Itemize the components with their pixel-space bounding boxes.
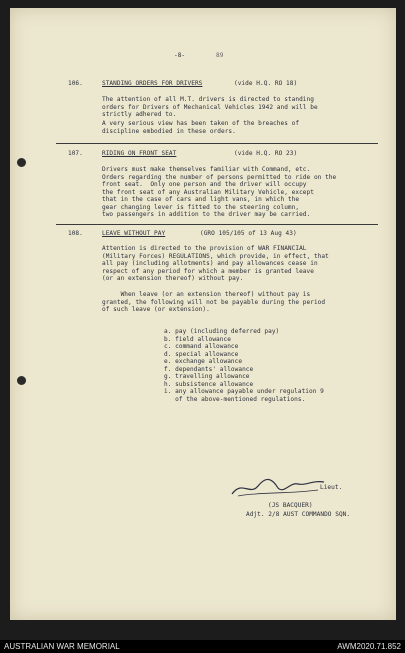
section-divider — [56, 143, 378, 144]
section-line: (or an extension thereof) without pay. — [102, 275, 244, 282]
section-number: 108. — [68, 230, 83, 237]
list-item: f. dependants' allowance — [164, 365, 254, 373]
list-item: d. special allowance — [164, 350, 239, 358]
page-number: -8- — [174, 52, 186, 59]
section-ref: (vide H.Q. RO 18) — [234, 80, 298, 87]
section-ref: (GRO 105/105 of 13 Aug 43) — [200, 230, 297, 237]
section-number: 106. — [68, 80, 83, 87]
section-divider — [56, 224, 378, 225]
section-title: LEAVE WITHOUT PAY — [102, 230, 166, 237]
section-ref: (vide H.Q. RO 23) — [234, 150, 298, 157]
section-line: discipline embodied in these orders. — [102, 127, 236, 135]
section-title: STANDING ORDERS FOR DRIVERS — [102, 80, 203, 87]
punch-hole — [17, 158, 26, 167]
section-line: two passengers in addition to the driver may be carried. — [102, 211, 311, 218]
signature-rank: Lieut. — [320, 484, 343, 491]
section-line: The attention of all M.T. drivers is directed to standing — [102, 96, 314, 103]
list-item: of the above-mentioned regulations. — [164, 395, 306, 403]
section-line: (Military Forces) REGULATIONS, which provide, in effect, that — [102, 252, 329, 260]
footer-bar — [0, 640, 405, 653]
footer-accession: AWM2020.71.852 — [337, 642, 401, 651]
section-line: all pay (including allotments) and pay allowances cease in — [102, 260, 318, 267]
section-line: of such leave (or extension). — [102, 306, 210, 313]
document-page — [10, 8, 396, 620]
signature-name: (JS BACQUER) — [268, 502, 313, 509]
signature-position: Adjt. 2/8 AUST COMMANDO SQN. — [246, 511, 351, 518]
list-item: c. command allowance — [164, 343, 239, 350]
section-line: When leave (or an extension thereof) without pay is — [102, 291, 311, 298]
section-line: front seat. Only one person and the driver will occupy — [102, 181, 307, 188]
footer-source: AUSTRALIAN WAR MEMORIAL — [4, 642, 120, 651]
section-title: RIDING ON FRONT SEAT — [102, 150, 177, 157]
section-line: strictly adhered to. — [102, 111, 177, 118]
section-line: gear changing lever is fitted to the steering column, — [102, 203, 300, 211]
list-item: g. travelling allowance — [164, 373, 250, 380]
list-item: i. any allowance payable under regulation 9 — [164, 388, 324, 395]
section-line: the front seat of any Australian Military Vehicle, except — [102, 188, 314, 196]
punch-hole — [17, 376, 26, 385]
section-line: respect of any period for which a member is granted leave — [102, 267, 314, 275]
section-line: granted, the following will not be payable during the period — [102, 298, 326, 306]
list-item: e. exchange allowance — [164, 358, 243, 365]
section-line: Attention is directed to the provision of WAR FINANCIAL — [102, 245, 307, 252]
section-line: A very serious view has been taken of the breaches of — [102, 120, 300, 127]
handwritten-signature — [228, 474, 328, 500]
section-line: Orders regarding the number of persons permitted to ride on the — [102, 173, 337, 181]
section-line: that in the case of cars and light vans, in which the — [102, 196, 300, 203]
list-item: a. pay (including deferred pay) — [164, 328, 280, 335]
section-line: Drivers must make themselves familiar with Command, etc. — [102, 166, 311, 173]
section-number: 107. — [68, 150, 83, 157]
section-line: orders for Drivers of Mechanical Vehicles 1942 and will be — [102, 103, 318, 111]
list-item: h. subsistence allowance — [164, 380, 254, 388]
list-item: b. field allowance — [164, 335, 231, 343]
page-mark: 89 — [216, 52, 224, 59]
